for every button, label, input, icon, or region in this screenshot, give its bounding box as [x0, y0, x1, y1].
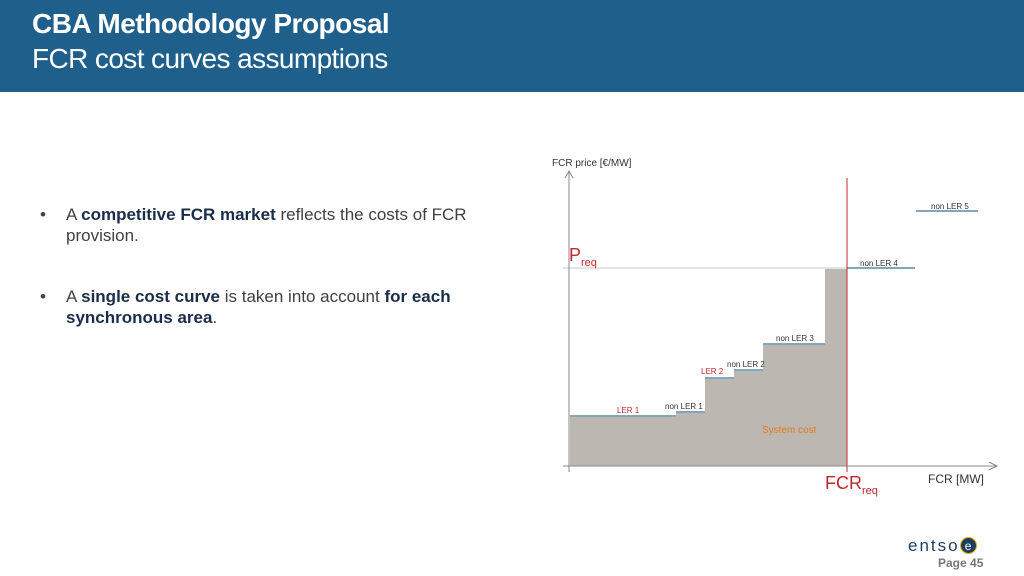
- step-label-ler-2: LER 2: [701, 367, 724, 376]
- entsoe-logo: [908, 536, 977, 556]
- bullet-bold-text: single cost curve: [81, 287, 221, 306]
- slide-title: CBA Methodology Proposal: [32, 8, 390, 39]
- bullet-text: A: [66, 205, 82, 224]
- step-label-ler-1: LER 1: [617, 406, 640, 415]
- system-cost-label: System cost: [762, 425, 817, 436]
- page-number: Page 45: [938, 556, 984, 570]
- step-label-non-ler-4: non LER 4: [860, 259, 898, 268]
- slide-subtitle: FCR cost curves assumptions: [32, 43, 388, 74]
- bullet-bold-text: for each synchronous area: [66, 287, 451, 327]
- bullet-text: reflects the costs of FCR provision.: [66, 205, 467, 245]
- preq-label: $P_{req}$: [569, 245, 597, 269]
- step-label-non-ler-5: non LER 5: [931, 202, 969, 211]
- step-label-non-ler-3: non LER 3: [776, 334, 814, 343]
- bullet-text: A: [66, 287, 82, 306]
- y-axis-label: FCR price [€/MW]: [552, 158, 632, 169]
- x-axis-label: FCR [MW]: [928, 472, 984, 486]
- bullet-dot: •: [40, 287, 46, 306]
- bullet-text: is taken into account: [220, 287, 385, 306]
- logo-text: entso: [908, 536, 960, 555]
- step-label-non-ler-1: non LER 1: [665, 402, 703, 411]
- bullet-dot: •: [40, 205, 46, 224]
- fcrreq-label: $FCR_{req}$: [825, 473, 878, 497]
- bullet-bold-text: competitive FCR market: [81, 205, 276, 224]
- logo-e-icon: e: [960, 537, 977, 554]
- bullet-text: .: [212, 308, 218, 327]
- step-label-non-ler-2: non LER 2: [727, 360, 765, 369]
